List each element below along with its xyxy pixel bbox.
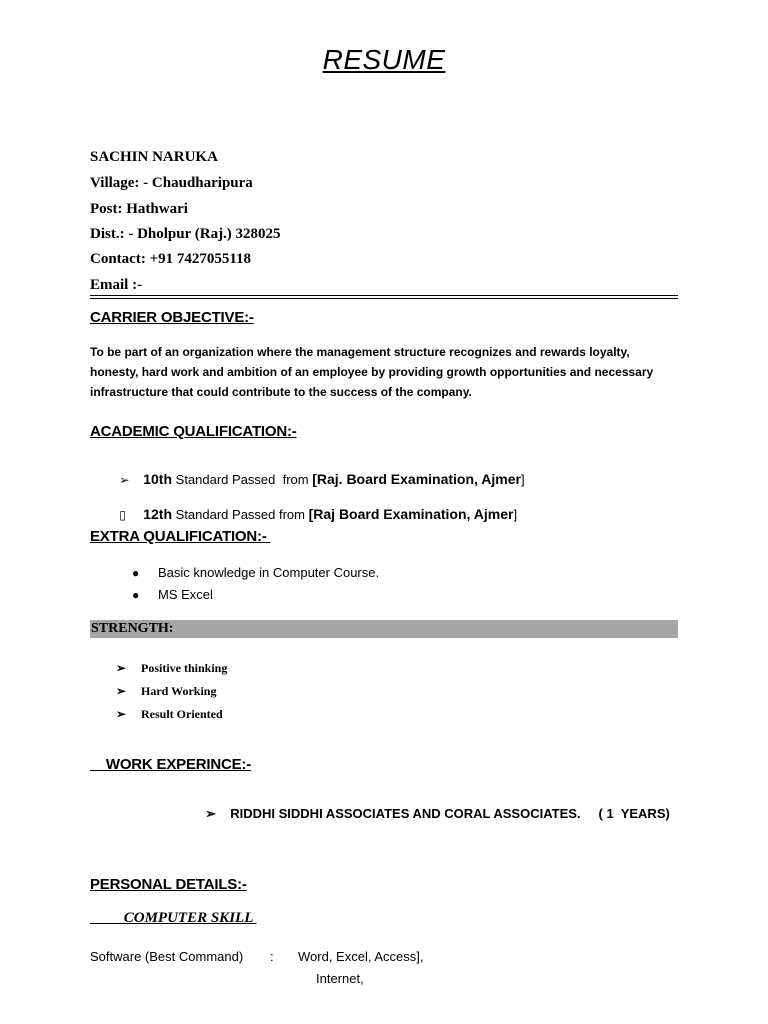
village-line: Village: - Chaudharipura	[90, 175, 253, 191]
list-item-text: Positive thinking	[141, 661, 228, 675]
academic-grade: 12th	[143, 506, 173, 522]
strength-heading: STRENGTH:	[91, 621, 174, 636]
work-item	[198, 791, 670, 822]
bullet-icon: ●	[132, 566, 140, 580]
divider-line	[90, 298, 678, 299]
post-line: Post: Hathwari	[90, 201, 188, 217]
academic-item	[112, 456, 525, 487]
academic-item	[112, 491, 517, 522]
arrow-bullet-icon: ➢	[119, 473, 130, 487]
academic-bracket: ]	[520, 472, 525, 487]
computer-skill-heading: COMPUTER SKILL	[90, 910, 257, 926]
work-duration: ( 1 YEARS)	[598, 806, 670, 821]
list-item-text: Basic knowledge in Computer Course.	[158, 565, 380, 580]
software-value: Word, Excel, Access],	[298, 949, 424, 964]
academic-heading: ACADEMIC QUALIFICATION:-	[90, 423, 297, 440]
list-item-text: Result Oriented	[141, 707, 223, 721]
academic-board: [Raj Board Examination, Ajmer	[308, 506, 514, 522]
arrow-bullet-icon: ➢	[116, 684, 127, 698]
extra-heading: EXTRA QUALIFICATION:-	[90, 528, 271, 545]
software-value-2: Internet,	[316, 971, 364, 986]
resume-title: RESUME	[322, 44, 446, 75]
academic-bracket: ]	[513, 507, 518, 522]
software-label: Software (Best Command)	[90, 949, 244, 964]
missing-glyph-icon: ▯	[119, 508, 126, 522]
arrow-bullet-icon: ➢	[205, 806, 217, 821]
list-item	[116, 707, 223, 722]
work-company: RIDDHI SIDDHI ASSOCIATES AND CORAL ASSOCIATES.	[230, 806, 581, 821]
email-line: Email :-	[90, 277, 143, 293]
academic-board: [Raj. Board Examination, Ajmer	[312, 471, 521, 487]
candidate-name: SACHIN NARUKA	[90, 149, 218, 165]
personal-heading: PERSONAL DETAILS:-	[90, 876, 247, 893]
list-item	[132, 565, 379, 580]
list-item	[116, 661, 227, 676]
district-line: Dist.: - Dholpur (Raj.) 328025	[90, 226, 281, 242]
list-item-text: MS Excel	[158, 587, 213, 602]
objective-text: To be part of an organization where the management structure recognizes and rewards loyalty, honesty, hard work and ambition of an employee by providing growth opportunities and necessary infrastructure that could contribute to the success of the company.	[90, 345, 654, 399]
section-shade-bar	[90, 620, 678, 638]
academic-detail: Standard Passed from	[172, 472, 313, 487]
work-heading: WORK EXPERINCE:-	[90, 756, 252, 773]
bullet-icon: ●	[132, 588, 140, 602]
objective-heading: CARRIER OBJECTIVE:-	[90, 309, 254, 326]
divider-line	[90, 295, 678, 296]
arrow-bullet-icon: ➢	[116, 661, 127, 675]
academic-detail: Standard Passed from	[172, 507, 309, 522]
list-item	[116, 684, 216, 699]
arrow-bullet-icon: ➢	[116, 707, 127, 721]
list-item	[132, 587, 213, 602]
phone-line: Contact: +91 7427055118	[90, 251, 252, 267]
software-colon: :	[270, 949, 274, 964]
academic-grade: 10th	[143, 471, 173, 487]
list-item-text: Hard Working	[141, 684, 217, 698]
